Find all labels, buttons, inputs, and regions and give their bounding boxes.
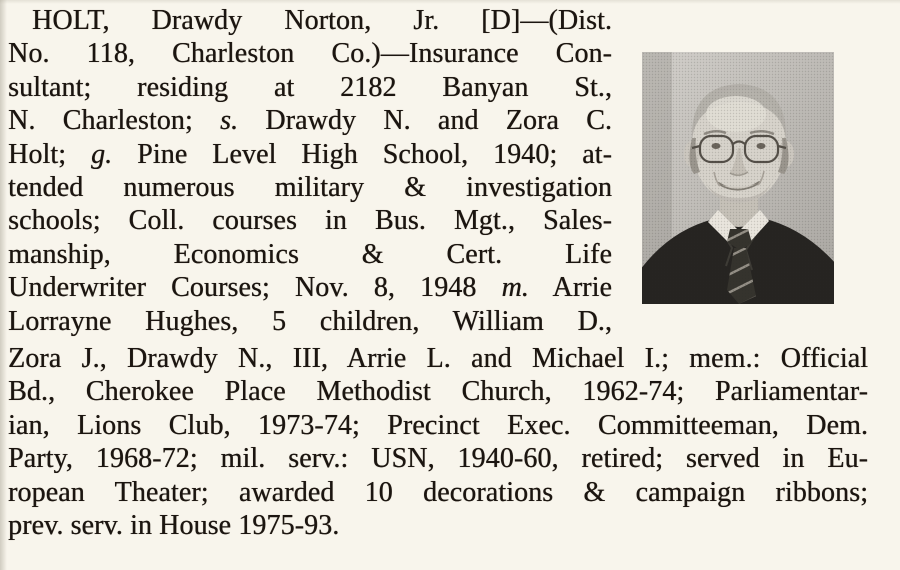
text-segment: Lorrayne Hughes, 5 children, William D., <box>8 305 612 337</box>
text-segment: ropean Theater; awarded 10 decorations & campaign ribbons; <box>8 476 868 508</box>
text-segment: Underwriter Courses; Nov. 8, 1948 <box>8 272 502 304</box>
text-segment: prev. serv. in House 1975-93. <box>8 510 340 542</box>
text-line <box>8 442 868 475</box>
text-line <box>8 409 868 442</box>
text-segment: HOLT, Drawdy Norton, Jr. [D]—(Dist. <box>32 5 612 36</box>
text-segment: N. Charleston; <box>8 105 220 137</box>
text-line <box>8 171 612 204</box>
text-segment: tended numerous military & investigation <box>8 172 612 204</box>
text-segment: Party, 1968-72; mil. serv.: USN, 1940-60, retired; served in Eu- <box>8 443 868 475</box>
portrait-photo <box>642 52 834 304</box>
italic-abbreviation: s. <box>219 105 239 137</box>
italic-abbreviation: m. <box>501 272 529 304</box>
text-segment: schools; Coll. courses in Bus. Mgt., Sales- <box>8 205 612 237</box>
italic-abbreviation: g. <box>90 138 113 170</box>
text-line <box>8 104 612 137</box>
text-line <box>8 375 868 408</box>
text-segment: sultant; residing at 2182 Banyan St., <box>8 71 612 103</box>
text-segment: Arrie <box>528 272 612 304</box>
text-segment: No. 118, Charleston Co.)—Insurance Con- <box>8 38 612 70</box>
text-segment: Holt; <box>8 138 91 170</box>
entry-text-full-width <box>8 342 868 542</box>
text-line <box>8 138 612 171</box>
text-line <box>8 204 612 237</box>
text-line <box>8 271 612 304</box>
text-line <box>8 238 612 271</box>
text-segment: Zora J., Drawdy N., III, Arrie L. and Michael I.; mem.: Official <box>8 343 868 374</box>
text-segment: Drawdy N. and Zora C. <box>238 105 613 137</box>
text-segment: Pine Level High School, 1940; at- <box>112 138 612 170</box>
halftone-overlay <box>642 52 834 304</box>
text-line <box>8 37 612 70</box>
text-line <box>8 476 868 509</box>
text-line <box>8 71 612 104</box>
text-line <box>8 305 612 338</box>
entry-text-narrow-column <box>8 4 612 338</box>
text-line <box>8 509 868 542</box>
text-segment: manship, Economics & Cert. Life <box>8 238 612 270</box>
text-line <box>8 342 868 375</box>
portrait-photo-illustration <box>642 52 834 304</box>
text-line <box>8 4 612 37</box>
text-segment: Bd., Cherokee Place Methodist Church, 1962-74; Parliamentar- <box>8 376 868 408</box>
text-segment: ian, Lions Club, 1973-74; Precinct Exec. Committeeman, Dem. <box>8 409 868 441</box>
